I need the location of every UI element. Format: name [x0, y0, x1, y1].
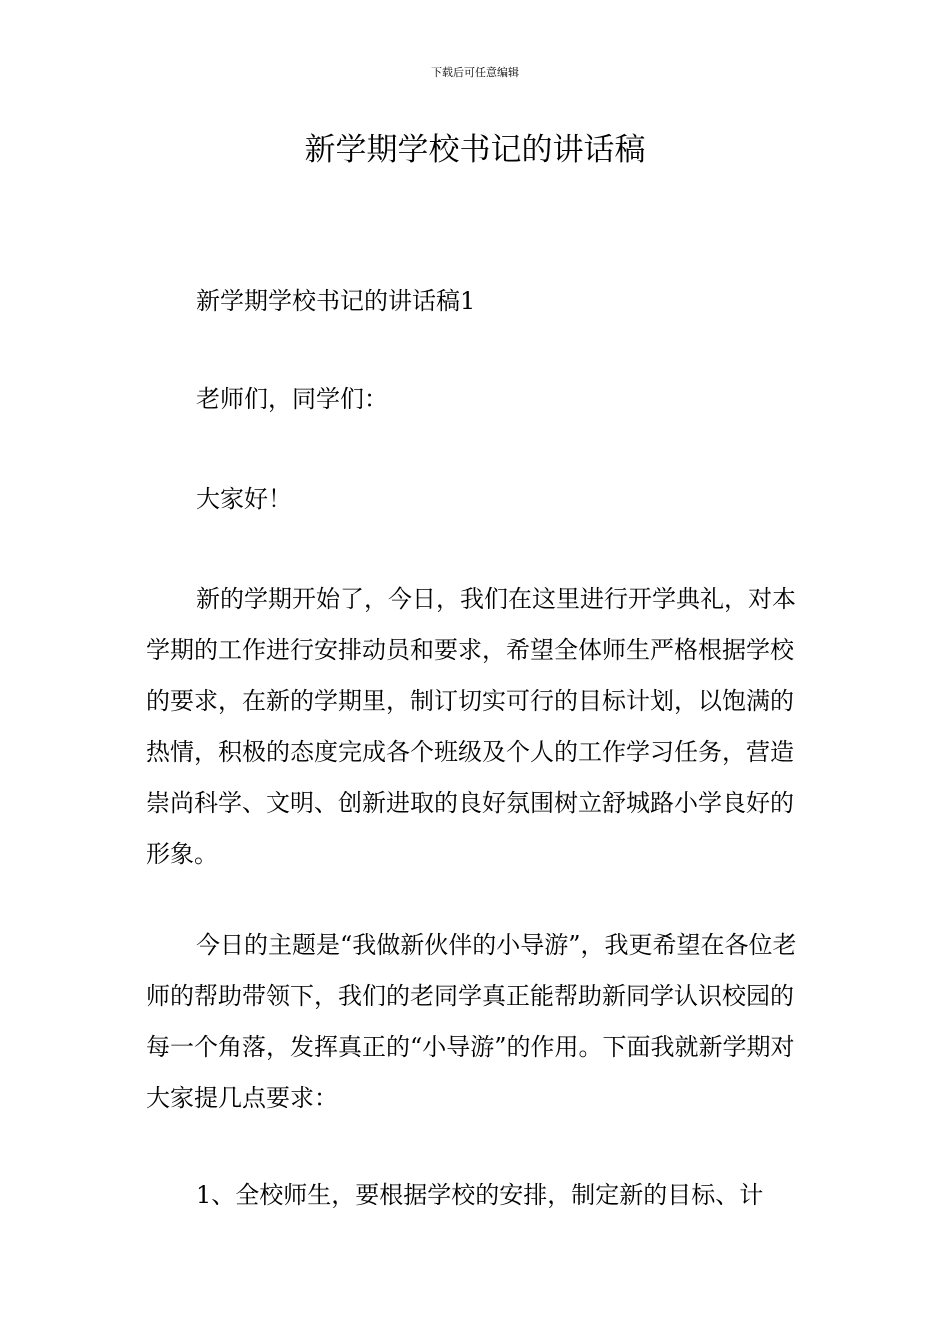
section-heading: 新学期学校书记的讲话稿1 — [196, 287, 476, 315]
body-paragraph: 新的学期开始了，今日，我们在这里进行开学典礼，对本学期的工作进行安排动员和要求，希望全体师生严格根据学校的要求，在新的学期里，制订切实可行的目标计划，以饱满的热情，积极的态度完成各个班级及个人的工作学习任务，营造崇尚科学、文明、创新进取的良好氛围树立舒城路小学良好的形象。 — [146, 585, 796, 868]
body-paragraph: 今日的主题是“我做新伙伴的小导游”，我更希望在各位老师的帮助带领下，我们的老同学真正能帮助新同学认识校园的每一个角落，发挥真正的“小导游”的作用。下面我就新学期对大家提几点要求： — [146, 931, 797, 1112]
header-note: 下载后可任意编辑 — [431, 66, 519, 79]
document-title: 新学期学校书记的讲话稿 — [304, 132, 646, 168]
greeting: 大家好！ — [196, 485, 292, 513]
list-item: 1、全校师生，要根据学校的安排，制定新的目标、计 — [196, 1181, 764, 1209]
salutation: 老师们，同学们： — [196, 385, 388, 413]
